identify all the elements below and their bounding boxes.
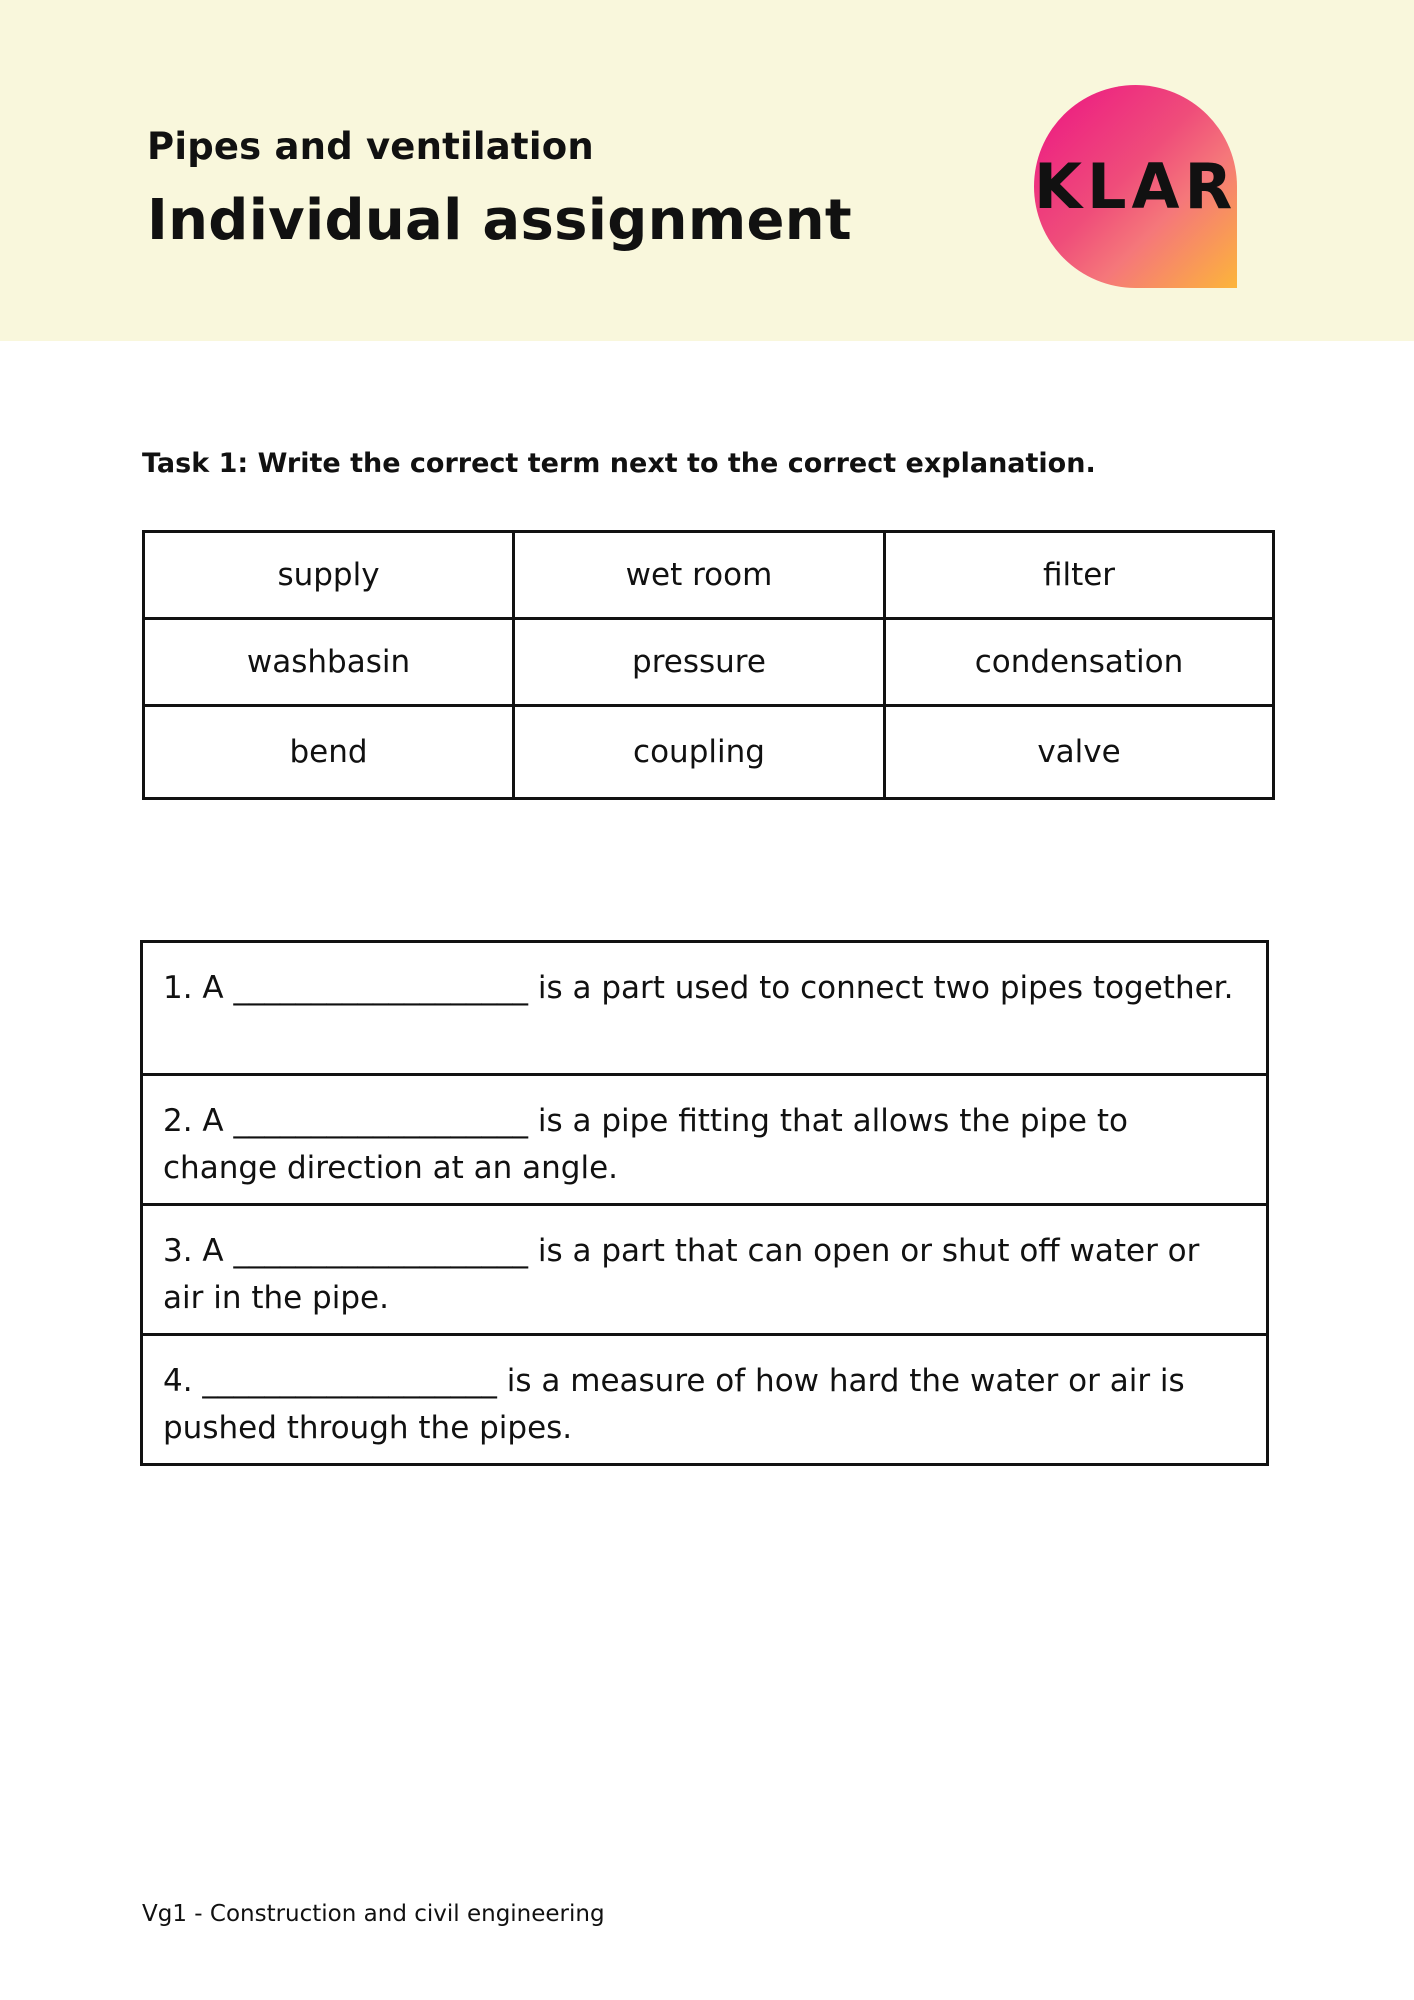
term-cell: bend xyxy=(144,706,514,799)
term-cell: supply xyxy=(144,532,514,619)
terms-row xyxy=(144,532,1274,619)
klar-logo xyxy=(1034,85,1237,288)
page-title: Individual assignment xyxy=(147,188,852,253)
questions-box xyxy=(140,940,1269,1466)
question-text: 4. ___________________ is a measure of how hard the water or air is pushed through the pipes. xyxy=(163,1363,1195,1446)
logo-text: KLAR xyxy=(1034,150,1238,223)
question-3[interactable] xyxy=(143,1203,1266,1333)
question-2[interactable] xyxy=(143,1073,1266,1203)
term-cell: washbasin xyxy=(144,619,514,706)
terms-table xyxy=(142,530,1275,800)
term-cell: pressure xyxy=(514,619,885,706)
question-text: 3. A ___________________ is a part that can open or shut off water or air in the pipe. xyxy=(163,1233,1210,1316)
terms-row xyxy=(144,706,1274,799)
term-cell: coupling xyxy=(514,706,885,799)
terms-row xyxy=(144,619,1274,706)
term-cell: valve xyxy=(885,706,1274,799)
question-text: 1. A ___________________ is a part used to connect two pipes together. xyxy=(163,970,1234,1006)
question-1[interactable] xyxy=(143,943,1266,1073)
term-cell: filter xyxy=(885,532,1274,619)
subject-heading: Pipes and ventilation xyxy=(147,125,594,168)
page-footer: Vg1 - Construction and civil engineering xyxy=(142,1901,605,1927)
question-text: 2. A ___________________ is a pipe fitting that allows the pipe to change direction at an angle. xyxy=(163,1103,1138,1186)
task-1-heading: Task 1: Write the correct term next to the correct explanation. xyxy=(142,448,1096,479)
question-4[interactable] xyxy=(143,1333,1266,1463)
term-cell: condensation xyxy=(885,619,1274,706)
term-cell: wet room xyxy=(514,532,885,619)
page-header xyxy=(0,0,1414,341)
